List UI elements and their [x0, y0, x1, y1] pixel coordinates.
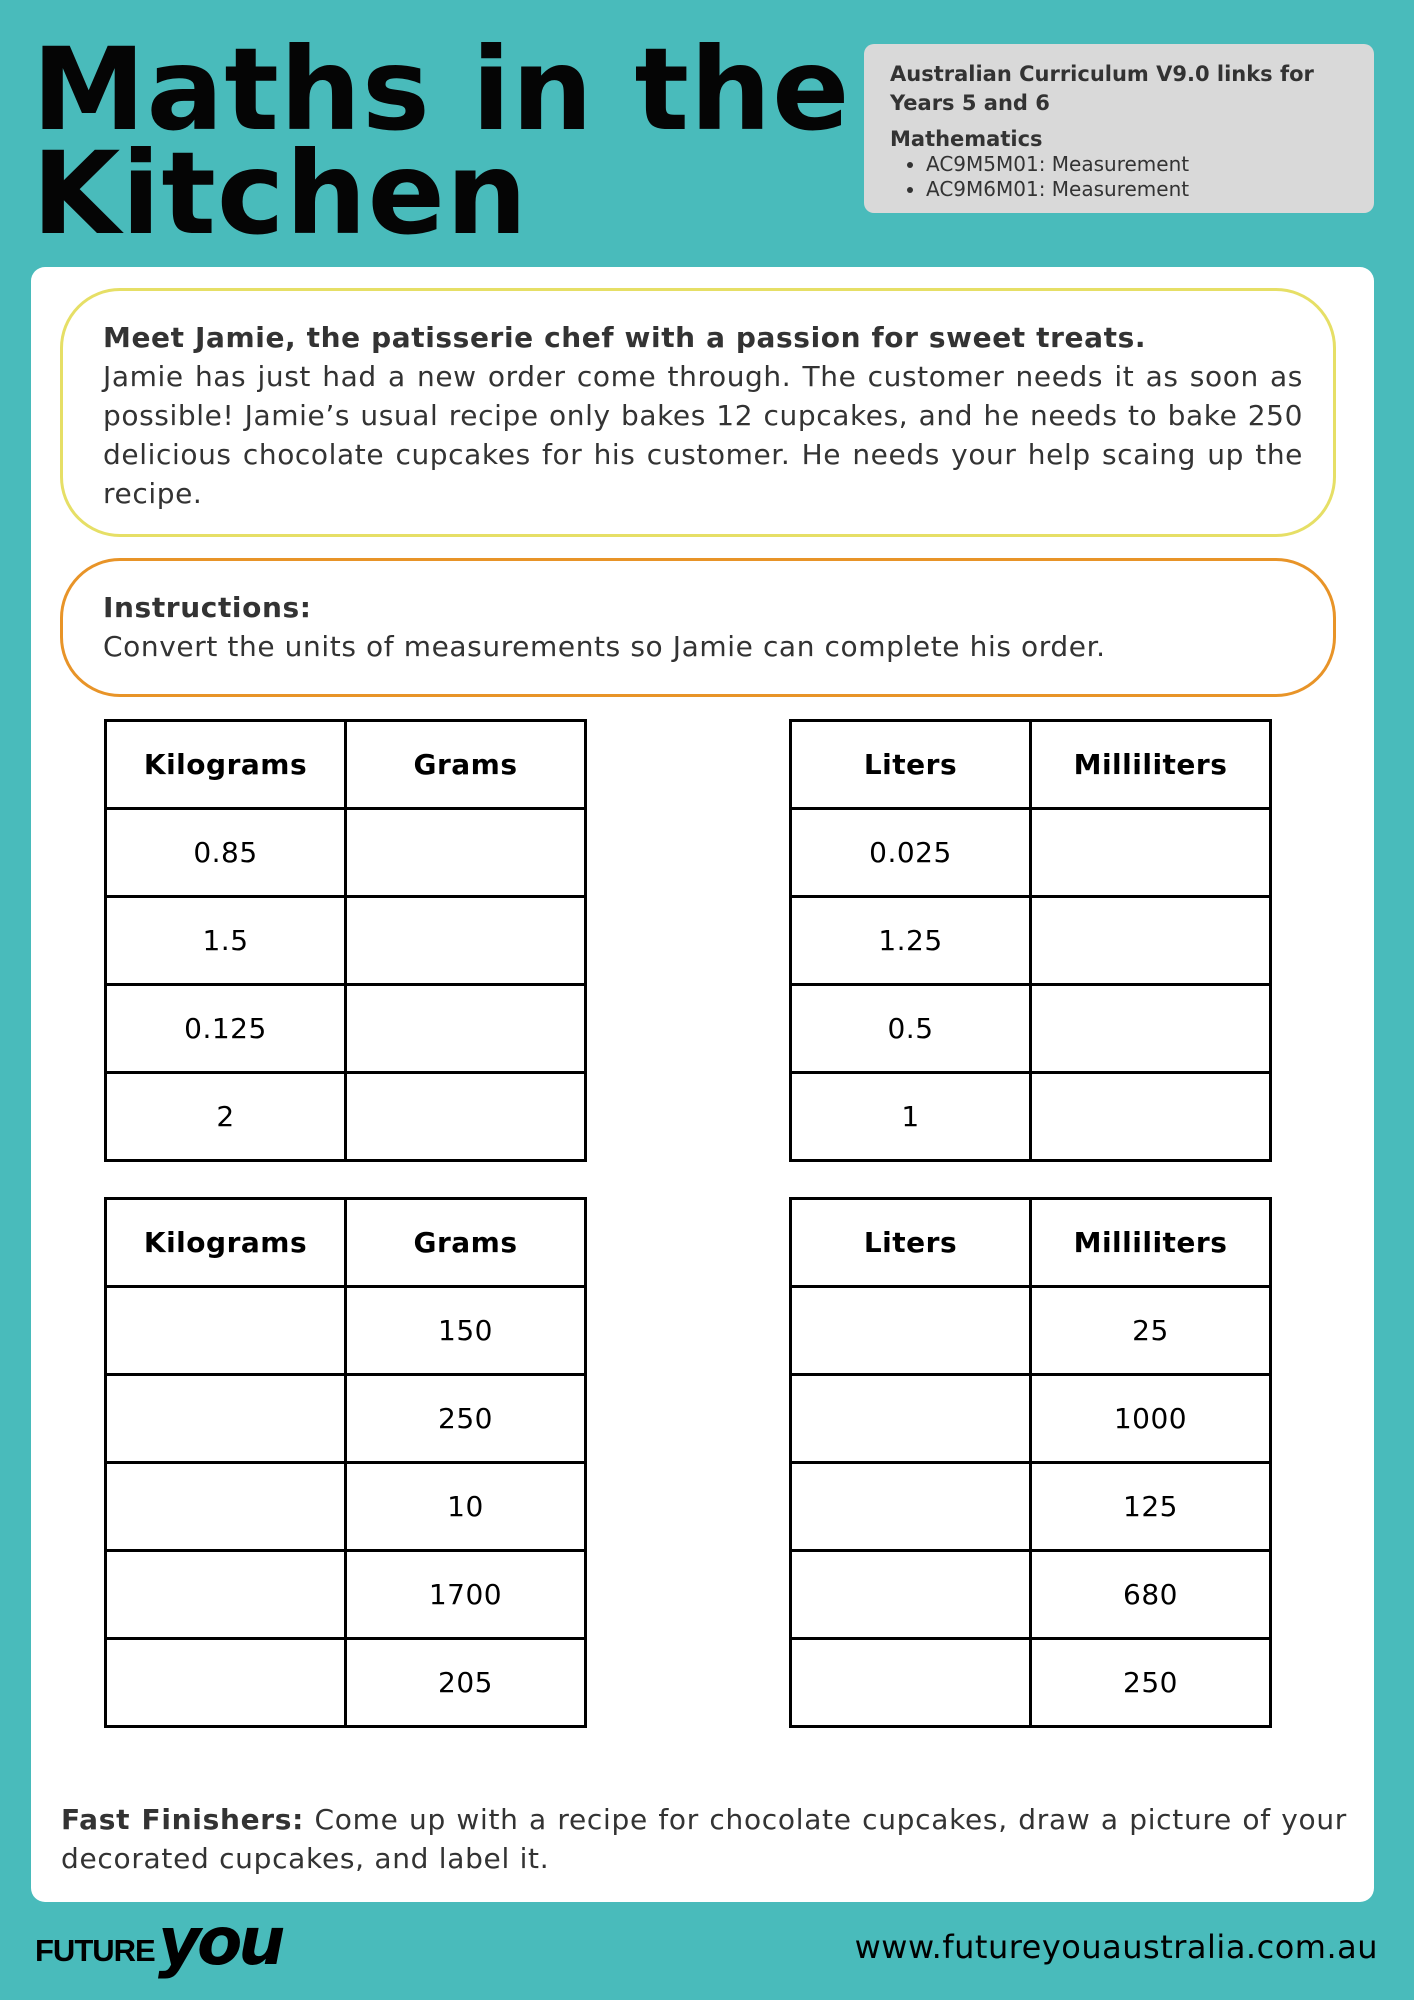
g-answer-cell[interactable]	[346, 809, 586, 897]
curriculum-links-box	[864, 44, 1374, 213]
l-answer-cell[interactable]	[791, 1375, 1031, 1463]
l-to-ml-table	[789, 719, 1272, 1162]
ml-value: 125	[1031, 1463, 1271, 1551]
title-line-1: Maths in the	[32, 23, 851, 156]
kg-value: 1.5	[106, 897, 346, 985]
column-header: Grams	[346, 721, 586, 809]
ml-value: 250	[1031, 1639, 1271, 1727]
kg-answer-cell[interactable]	[106, 1639, 346, 1727]
instructions-lead: Instructions:	[103, 591, 312, 624]
curriculum-subject: Mathematics	[890, 127, 1043, 151]
table-row	[791, 1287, 1271, 1375]
curriculum-list	[890, 152, 1348, 202]
kg-answer-cell[interactable]	[106, 1551, 346, 1639]
l-value: 0.5	[791, 985, 1031, 1073]
future-you-logo	[35, 1912, 305, 1982]
curriculum-title: Australian Curriculum V9.0 links for Years 5 and 6	[890, 62, 1314, 115]
intro-lead: Meet Jamie, the patisserie chef with a passion for sweet treats.	[103, 321, 1147, 354]
table-row	[791, 1375, 1271, 1463]
fast-finishers-label: Fast Finishers:	[61, 1803, 305, 1836]
curriculum-item: • AC9M6M01: Measurement	[926, 177, 1348, 202]
column-header: Milliliters	[1031, 721, 1271, 809]
l-answer-cell[interactable]	[791, 1551, 1031, 1639]
website-url[interactable]: www.futureyouaustralia.com.au	[854, 1928, 1378, 1966]
table-row	[791, 1073, 1271, 1161]
table-row	[791, 1639, 1271, 1727]
table-row	[791, 1551, 1271, 1639]
ml-value: 25	[1031, 1287, 1271, 1375]
fast-finishers-text: Come up with a recipe for chocolate cupcakes, draw a picture of your decorated cupcakes, and label it.	[61, 1803, 1348, 1875]
table-row	[106, 1463, 586, 1551]
column-header: Kilograms	[106, 721, 346, 809]
l-answer-cell[interactable]	[791, 1287, 1031, 1375]
table-row	[791, 985, 1271, 1073]
g-value: 205	[346, 1639, 586, 1727]
instructions-box	[60, 558, 1336, 697]
kg-answer-cell[interactable]	[106, 1463, 346, 1551]
g-answer-cell[interactable]	[346, 897, 586, 985]
table-row	[791, 1463, 1271, 1551]
title-line-2: Kitchen	[32, 127, 529, 260]
g-value: 10	[346, 1463, 586, 1551]
kg-value: 2	[106, 1073, 346, 1161]
column-header: Milliliters	[1031, 1199, 1271, 1287]
table-row	[106, 985, 586, 1073]
table-row	[791, 809, 1271, 897]
page-title	[32, 23, 851, 260]
fast-finishers	[61, 1800, 1347, 1878]
table-row	[106, 1375, 586, 1463]
table-row	[106, 1287, 586, 1375]
ml-to-l-table	[789, 1197, 1272, 1728]
table-row	[106, 809, 586, 897]
table-row	[106, 1639, 586, 1727]
table-row	[106, 897, 586, 985]
kg-answer-cell[interactable]	[106, 1287, 346, 1375]
l-answer-cell[interactable]	[791, 1639, 1031, 1727]
l-value: 1	[791, 1073, 1031, 1161]
l-value: 0.025	[791, 809, 1031, 897]
curriculum-item: • AC9M5M01: Measurement	[926, 152, 1348, 177]
table-row	[106, 1551, 586, 1639]
ml-answer-cell[interactable]	[1031, 809, 1271, 897]
kg-to-g-table	[104, 719, 587, 1162]
column-header: Liters	[791, 1199, 1031, 1287]
g-answer-cell[interactable]	[346, 1073, 586, 1161]
table-row	[791, 897, 1271, 985]
kg-answer-cell[interactable]	[106, 1375, 346, 1463]
g-value: 1700	[346, 1551, 586, 1639]
g-to-kg-table	[104, 1197, 587, 1728]
ml-answer-cell[interactable]	[1031, 897, 1271, 985]
ml-value: 1000	[1031, 1375, 1271, 1463]
instructions-body: Convert the units of measurements so Jamie can complete his order.	[103, 630, 1106, 663]
g-value: 150	[346, 1287, 586, 1375]
intro-body: Jamie has just had a new order come through. The customer needs it as soon as possible! Jamie’s usual recipe only bakes 12 cupcakes, and he needs to bake 250 delicious chocolate cupcakes for his customer. He needs your help scaing up the recipe.	[103, 360, 1303, 510]
g-value: 250	[346, 1375, 586, 1463]
l-value: 1.25	[791, 897, 1031, 985]
g-answer-cell[interactable]	[346, 985, 586, 1073]
l-answer-cell[interactable]	[791, 1463, 1031, 1551]
kg-value: 0.125	[106, 985, 346, 1073]
logo-text-you: you	[158, 1912, 282, 1980]
ml-value: 680	[1031, 1551, 1271, 1639]
kg-value: 0.85	[106, 809, 346, 897]
logo-text-future: FUTURE	[35, 1933, 155, 1968]
table-row	[106, 1073, 586, 1161]
ml-answer-cell[interactable]	[1031, 1073, 1271, 1161]
column-header: Kilograms	[106, 1199, 346, 1287]
column-header: Grams	[346, 1199, 586, 1287]
ml-answer-cell[interactable]	[1031, 985, 1271, 1073]
intro-box	[60, 288, 1336, 537]
column-header: Liters	[791, 721, 1031, 809]
